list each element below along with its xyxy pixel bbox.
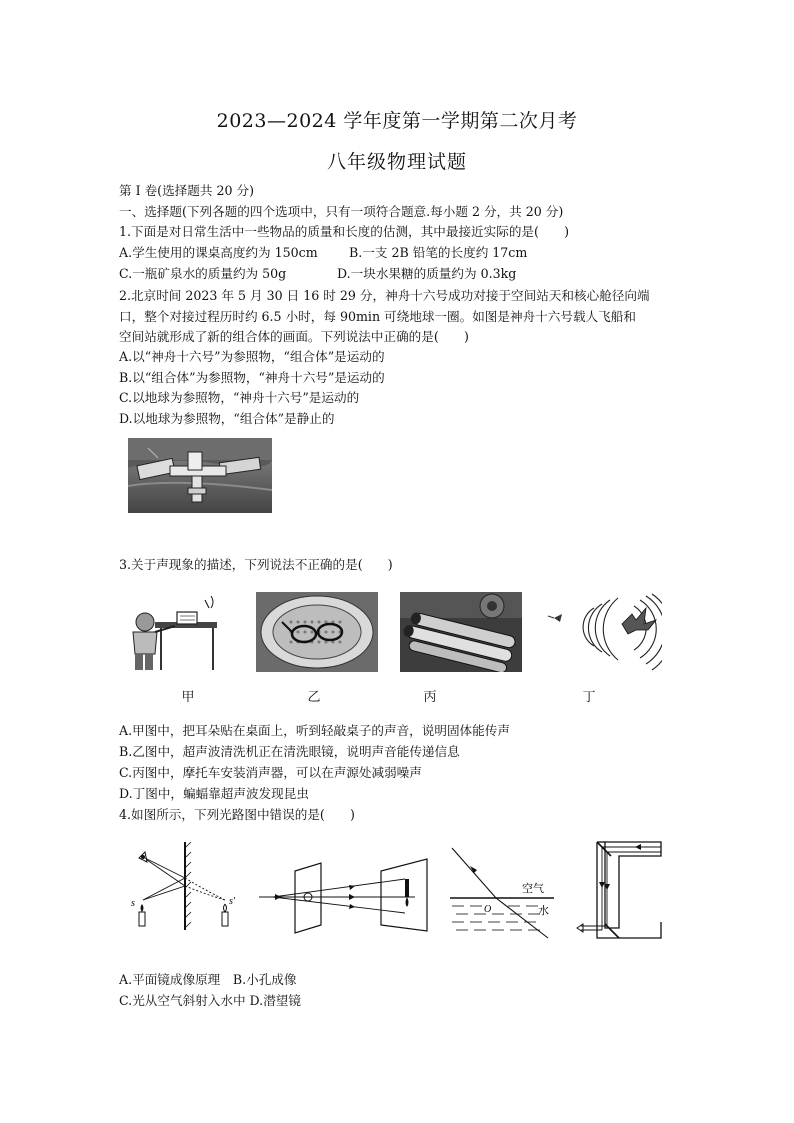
caption-jia: 甲 <box>181 690 195 705</box>
q2-option-c: C.以地球为参照物，“神舟十六号”是运动的 <box>119 390 360 405</box>
section-instructions: 一、选择题(下列各题的四个选项中，只有一项符合题意.每小题 2 分，共 20 分) <box>119 204 564 219</box>
q2-option-d: D.以地球为参照物，“组合体”是静止的 <box>119 411 335 426</box>
figure-jia-ear-on-table <box>125 592 221 672</box>
figure-pinhole <box>255 855 433 937</box>
q4-option-ab: A.平面镜成像原理 B.小孔成像 <box>119 972 297 987</box>
figure-plane-mirror <box>125 838 243 934</box>
q2-option-b: B.以“组合体”为参照物，“神舟十六号”是运动的 <box>119 370 385 385</box>
q1-stem: 1.下面是对日常生活中一些物品的质量和长度的估测，其中最接近实际的是( ) <box>119 224 570 239</box>
q4-stem: 4.如图所示，下列光路图中错误的是( ) <box>119 807 355 822</box>
caption-ding: 丁 <box>582 690 596 705</box>
figure-refraction <box>448 842 556 942</box>
q4-option-cd: C.光从空气斜射入水中 D.潜望镜 <box>119 993 301 1008</box>
q3-option-c: C.丙图中，摩托车安装消声器，可以在声源处减弱噪声 <box>119 765 422 780</box>
q2-stem-line1: 2.北京时间 2023 年 5 月 30 日 16 时 29 分，神舟十六号成功对接于空间站天和核心舱径向端 <box>119 288 650 303</box>
q3-stem: 3.关于声现象的描述，下列说法不正确的是( ) <box>119 557 393 572</box>
figure-bing-muffler <box>400 592 522 672</box>
q1-option-d: D.一块水果糖的质量约为 0.3kg <box>337 266 517 281</box>
q1-option-c: C.一瓶矿泉水的质量约为 50g <box>119 266 287 281</box>
exam-title: 2023—2024 学年度第一学期第二次月考 <box>216 110 578 132</box>
fig-label-s: s <box>131 898 135 909</box>
fig-label-air: 空气 <box>522 882 544 895</box>
exam-subtitle: 八年级物理试题 <box>326 151 467 173</box>
fig-label-s-prime: s' <box>229 896 236 907</box>
caption-yi: 乙 <box>307 690 321 705</box>
q2-stem-line2: 口，整个对接过程历时约 6.5 小时，每 90min 可绕地球一圈。如图是神舟十六号载人飞船和 <box>119 309 636 324</box>
q3-option-d: D.丁图中，蝙蝠靠超声波发现昆虫 <box>119 786 309 801</box>
space-station-photo <box>128 438 272 513</box>
q3-option-a: A.甲图中，把耳朵贴在桌面上，听到轻敲桌子的声音，说明固体能传声 <box>119 723 510 738</box>
q1-option-b: B.一支 2B 铅笔的长度约 17cm <box>349 245 528 260</box>
figure-periscope <box>575 838 665 942</box>
q3-option-b: B.乙图中，超声波清洗机正在清洗眼镜，说明声音能传递信息 <box>119 744 460 759</box>
q2-stem-line3: 空间站就形成了新的组合体的画面。下列说法中正确的是( ) <box>119 329 469 344</box>
section-part: 第 I 卷(选择题共 20 分) <box>119 183 254 198</box>
fig-label-o: O <box>484 904 492 915</box>
caption-bing: 丙 <box>423 690 437 705</box>
figure-yi-ultrasonic-cleaner <box>256 592 378 672</box>
q1-option-a: A.学生使用的课桌高度约为 150cm <box>119 245 318 260</box>
fig-label-water: 水 <box>538 904 549 917</box>
figure-ding-bat-ultrasound <box>540 590 662 674</box>
q2-option-a: A.以“神舟十六号”为参照物，“组合体”是运动的 <box>119 349 385 364</box>
